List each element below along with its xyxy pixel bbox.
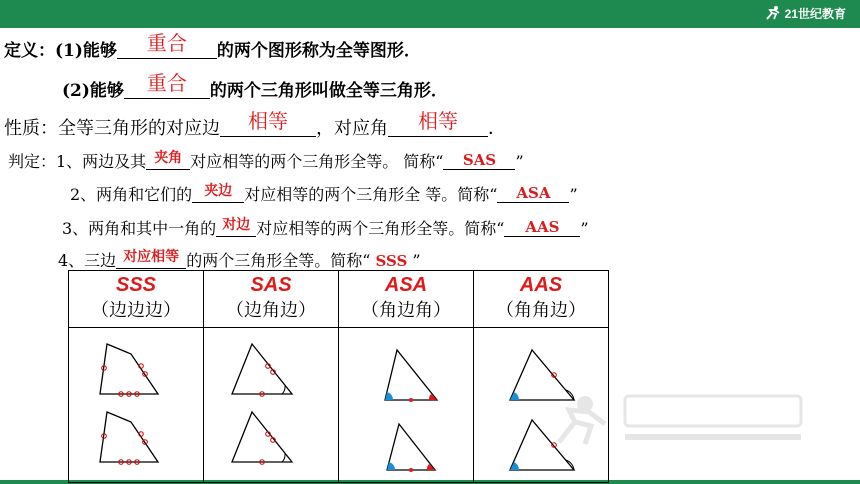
criteria-table: [68, 270, 609, 483]
criterion-2: [70, 182, 578, 205]
answer-criterion-3: 对边: [222, 217, 251, 233]
figure-cell-asa: [339, 328, 474, 483]
property-mid: ，对应角: [316, 118, 388, 139]
criterion-1: [8, 149, 524, 172]
answer-criterion-1-code: SAS: [462, 151, 497, 169]
property-line: [4, 109, 506, 140]
criterion-3-suffix: ”: [580, 219, 589, 238]
column-code: SAS: [250, 274, 292, 296]
definition-line-2: [62, 71, 448, 101]
criterion-3-prefix: 3、两角和其中一角的: [62, 219, 217, 238]
criterion-4-middle: 的两个三角形全等。简称“: [186, 251, 376, 270]
table-figure-row: [69, 328, 609, 483]
logo-text: 21世纪教育: [784, 6, 846, 21]
answer-criterion-2: 夹边: [204, 183, 233, 199]
criterion-2-prefix: 2、两角和它们的: [70, 185, 193, 204]
sss-triangles-diagram: [69, 328, 203, 478]
blank-definition-1: [117, 31, 217, 59]
answer-criterion-4-code: SSS: [375, 252, 408, 270]
answer-criterion-2-code: ASA: [516, 184, 551, 202]
property-prefix: 性质：全等三角形的对应边: [4, 118, 220, 139]
asa-triangles-diagram: [339, 328, 473, 478]
definition-suffix-2: 的两个三角形叫做全等三角形．: [209, 81, 448, 101]
sas-triangles-diagram: [204, 328, 338, 478]
column-code: ASA: [384, 274, 428, 296]
figure-cell-sas: [204, 328, 339, 483]
answer-property-2: 相等: [418, 109, 458, 133]
column-name: （边角边）: [226, 300, 316, 321]
answer-property-1: 相等: [248, 109, 288, 133]
column-name: （角边角）: [361, 300, 451, 321]
blank-property-2: [388, 109, 488, 137]
definition-label: 定义：(1)能够: [4, 41, 117, 61]
answer-criterion-1: 夹角: [154, 150, 183, 166]
answer-criterion-3-code: AAS: [525, 218, 560, 236]
column-code: AAS: [519, 274, 563, 296]
answer-definition-1: 重合: [146, 31, 187, 55]
blank-criterion-3: [216, 218, 256, 237]
watermark-logo-icon: [545, 382, 815, 452]
blank-criterion-2-code: [497, 184, 569, 203]
brand-logo: [764, 3, 846, 23]
answer-criterion-4: 对应相等: [123, 249, 180, 265]
blank-criterion-2: [192, 184, 244, 203]
header-bar: [0, 0, 860, 28]
blank-criterion-4: [116, 250, 186, 269]
table-header-asa: [339, 271, 474, 328]
table-header-aas: [474, 271, 609, 328]
definition-suffix-1: 的两个图形称为全等图形．: [216, 41, 421, 61]
criterion-2-middle: 对应相等的两个三角形全 等。简称“: [244, 185, 498, 204]
column-name: （边边边）: [91, 300, 181, 321]
blank-criterion-1-code: [443, 151, 515, 170]
definition-line-1: [4, 31, 421, 61]
criterion-4-suffix: ”: [407, 251, 421, 270]
criterion-3: [62, 216, 589, 239]
criterion-1-prefix: 判定：1、两边及其: [8, 152, 147, 171]
blank-criterion-1: [146, 151, 190, 170]
answer-definition-2: 重合: [146, 71, 187, 95]
property-suffix: ．: [488, 118, 506, 139]
criterion-1-middle: 对应相等的两个三角形全等。 简称“: [190, 152, 444, 171]
column-name: （角角边）: [496, 300, 586, 321]
criterion-4: [58, 248, 421, 271]
table-header-row: [69, 271, 609, 328]
table-header-sas: [204, 271, 339, 328]
criterion-2-suffix: ”: [569, 185, 578, 204]
runner-logo-icon: [764, 5, 782, 21]
column-code: SSS: [115, 274, 157, 296]
definition-prefix-2: (2)能够: [62, 81, 124, 101]
blank-definition-2: [124, 71, 210, 99]
criterion-1-suffix: ”: [515, 152, 524, 171]
criterion-4-prefix: 4、三边: [58, 251, 117, 270]
blank-criterion-3-code: [504, 218, 580, 237]
figure-cell-sss: [69, 328, 204, 483]
criterion-3-middle: 对应相等的两个三角形全等。简称“: [256, 219, 505, 238]
blank-property-1: [220, 109, 316, 137]
table-header-sss: [69, 271, 204, 328]
